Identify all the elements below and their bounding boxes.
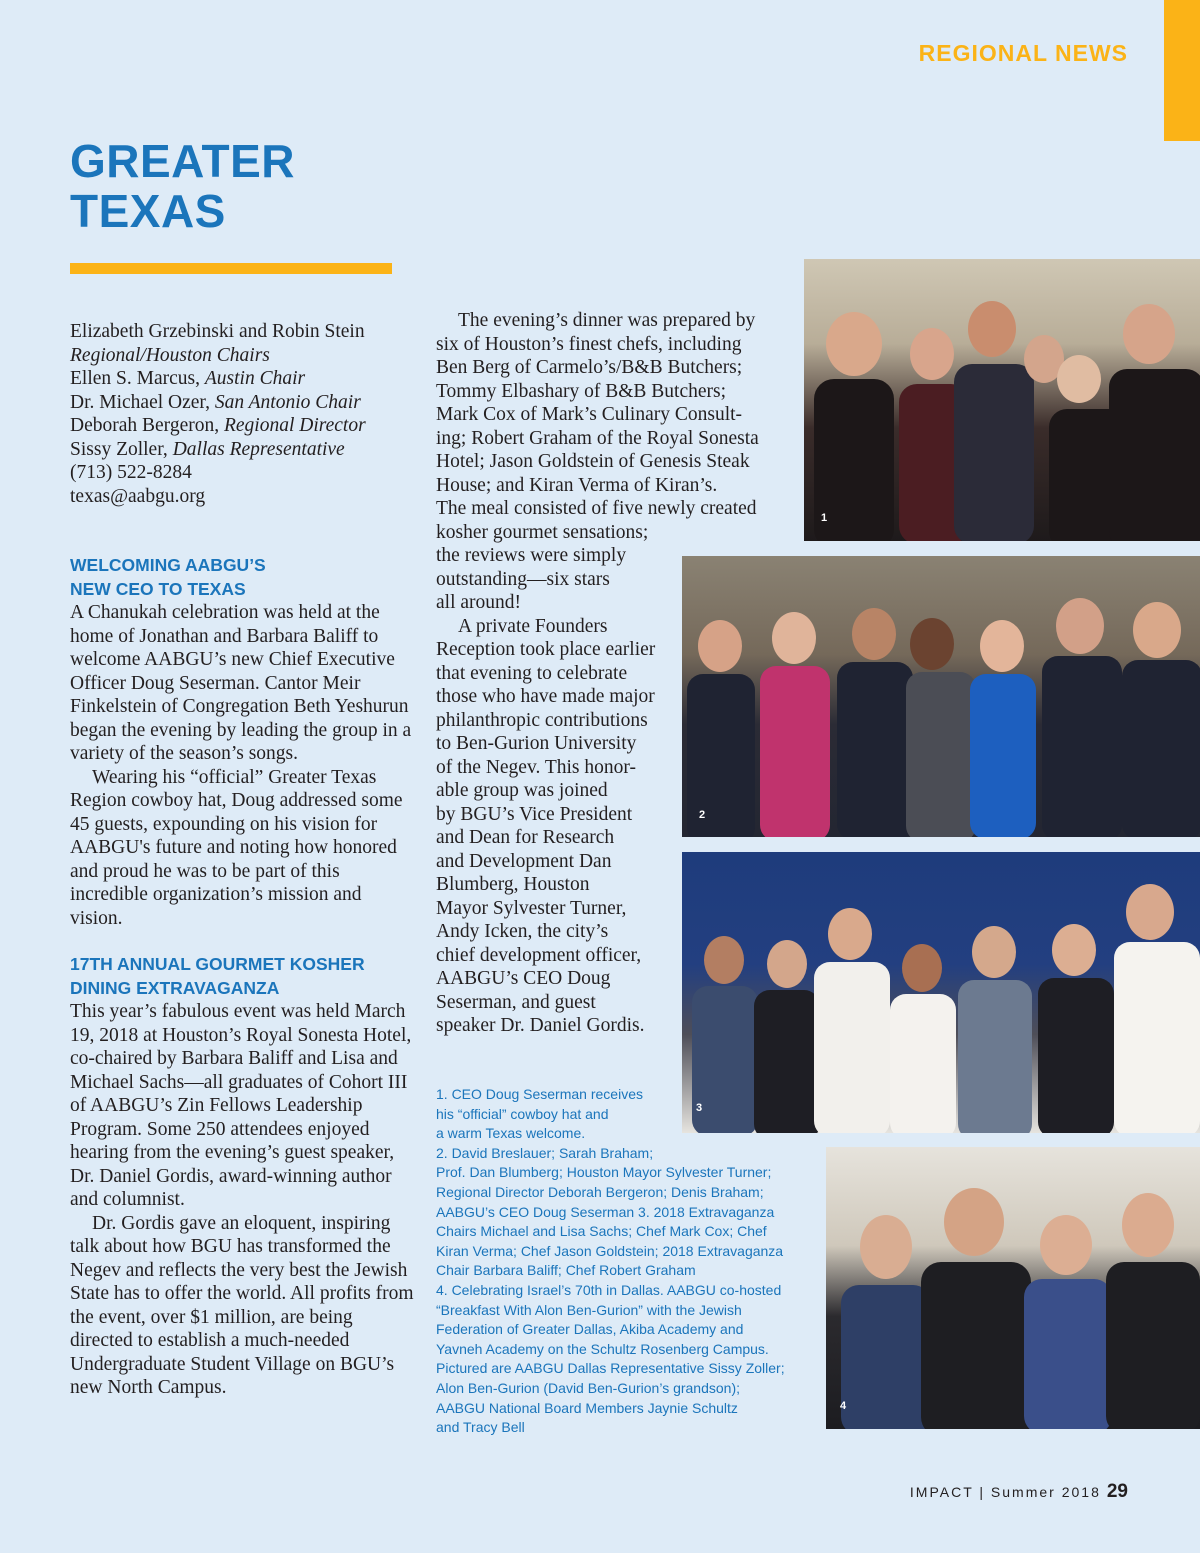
photo-number: 2: [699, 809, 706, 821]
caption-line: and Tracy Bell: [436, 1419, 525, 1436]
caption-line: AABGU’s CEO Doug Seserman 3. 2018 Extravaganza: [436, 1203, 775, 1220]
text-line: House; and Kiran Verma of Kiran’s.: [436, 474, 718, 496]
photo-captions: [436, 1085, 785, 1438]
caption-line: Regional Director Deborah Bergeron; Denis Braham;: [436, 1183, 764, 1200]
text-line: the reviews were simply: [436, 545, 627, 566]
contact-line: Sissy Zoller, Dallas Representative: [70, 438, 345, 460]
body-paragraph: Wearing his “official” Greater Texas Region cowboy hat, Doug addressed some 45 guests, expounding on his vision for AABGU's future and noting how honored and proud he was to be part of this incredible organization’s mission and vision.: [70, 766, 403, 929]
caption-line: “Breakfast With Alon Ben-Gurion” with the Jewish: [436, 1301, 742, 1318]
text-line: and Dean for Research: [436, 827, 615, 848]
caption-line: 4. Celebrating Israel’s 70th in Dallas. AABGU co-hosted: [436, 1281, 782, 1298]
page-title: [70, 136, 295, 236]
column-1: [70, 320, 415, 1400]
people-silhouettes-icon: [804, 259, 1200, 541]
text-line: Hotel; Jason Goldstein of Genesis Steak: [436, 451, 750, 472]
text-line: The evening’s dinner was prepared by: [458, 310, 756, 331]
publication-name: IMPACT | Summer 2018: [909, 1484, 1101, 1500]
text-line: and Development Dan: [436, 850, 612, 872]
photo-number: 3: [696, 1102, 703, 1114]
caption-line: Chair Barbara Baliff; Chef Robert Graham: [436, 1262, 696, 1279]
section-label: REGIONAL NEWS: [918, 40, 1128, 66]
caption-line: Kiran Verma; Chef Jason Goldstein; 2018 Extravaganza: [436, 1242, 784, 1259]
text-line: those who have made major: [436, 686, 655, 707]
contact-line: Dr. Michael Ozer, San Antonio Chair: [70, 391, 361, 413]
contact-email: texas@aabgu.org: [70, 485, 206, 507]
text-line: Reception took place earlier: [436, 639, 656, 660]
text-line: AABGU’s CEO Doug: [436, 968, 611, 989]
contact-line: Elizabeth Grzebinski and Robin Stein: [70, 321, 365, 342]
section-heading: 17TH ANNUAL GOURMET KOSHER DINING EXTRAVAGANZA: [70, 954, 365, 998]
caption-line: 1. CEO Doug Seserman receives: [436, 1086, 643, 1102]
contact-line: Deborah Bergeron, Regional Director: [70, 415, 366, 436]
text-line: by BGU’s Vice President: [436, 803, 633, 825]
text-line: Ben Berg of Carmelo’s/B&B Butchers;: [436, 357, 743, 378]
title-line-1: GREATER: [70, 135, 295, 187]
text-line: six of Houston’s finest chefs, including: [436, 333, 742, 355]
page-footer: [910, 1481, 1128, 1503]
text-line: all around!: [436, 592, 522, 613]
body-paragraph: This year’s fabulous event was held March 19, 2018 at Houston’s Royal Sonesta Hotel, co-chaired by Barbara Baliff and Lisa and Michael Sachs—all graduates of Cohort III of AABGU’s Zin Fellows Leadership Program. Some 250 attendees enjoyed hearing from the evening’s guest speaker, Dr. Daniel Gordis, award-winning author and columnist.: [70, 1001, 412, 1210]
text-line: Andy Icken, the city’s: [436, 921, 609, 942]
contact-list: [70, 320, 415, 508]
contact-phone: (713) 522-8284: [70, 462, 192, 483]
photo-number: 4: [840, 1400, 847, 1412]
text-line: ing; Robert Graham of the Royal Sonesta: [436, 427, 759, 449]
body-paragraph: Dr. Gordis gave an eloquent, inspiring talk about how BGU has transformed the Negev and reflects the very best the Jewish State has to offer the world. All profits from the event, over $1 million, are being directed to establish a much-needed Undergraduate Student Village on BGU’s new North Campus.: [70, 1212, 414, 1398]
caption-line: Yavneh Academy on the Schultz Rosenberg Campus.: [436, 1340, 769, 1357]
caption-line: AABGU National Board Members Jaynie Schultz: [436, 1399, 738, 1416]
section-heading: WELCOMING AABGU’S NEW CEO TO TEXAS: [70, 555, 266, 599]
page-number: 29: [1106, 1481, 1128, 1502]
text-line: Blumberg, Houston: [436, 874, 590, 895]
caption-line: Federation of Greater Dallas, Akiba Academy and: [436, 1321, 744, 1338]
people-silhouettes-icon: [826, 1147, 1200, 1429]
text-line: of the Negev. This honor-: [436, 756, 636, 778]
photo-2: [682, 556, 1200, 837]
text-line: speaker Dr. Daniel Gordis.: [436, 1015, 645, 1036]
caption-line: 2. David Breslauer; Sarah Braham;: [436, 1144, 654, 1161]
text-line: able group was joined: [436, 780, 608, 801]
caption-line: a warm Texas welcome.: [436, 1125, 586, 1142]
title-rule: [70, 263, 392, 274]
caption-line: Alon Ben-Gurion (David Ben-Gurion’s grandson);: [436, 1379, 741, 1396]
photo-number: 1: [821, 512, 828, 524]
photo-4: [826, 1147, 1200, 1429]
text-line: to Ben-Gurion University: [436, 733, 637, 754]
body-paragraph: A Chanukah celebration was held at the home of Jonathan and Barbara Baliff to welcome AABGU’s new Chief Executive Officer Doug Seserman. Cantor Meir Finkelstein of Congregation Beth Yeshurun began the evening by leading the group in a variety of the season’s songs.: [70, 602, 412, 764]
text-line: Seserman, and guest: [436, 991, 596, 1013]
text-line: Mayor Sylvester Turner,: [436, 897, 627, 919]
text-line: outstanding—six stars: [436, 568, 610, 590]
text-line: The meal consisted of five newly created: [436, 498, 757, 519]
caption-line: Pictured are AABGU Dallas Representative Sissy Zoller;: [436, 1360, 785, 1377]
text-line: kosher gourmet sensations;: [436, 521, 649, 543]
contact-line: Ellen S. Marcus, Austin Chair: [70, 368, 306, 389]
text-line: that evening to celebrate: [436, 662, 628, 684]
text-line: Mark Cox of Mark’s Culinary Consult-: [436, 404, 743, 425]
caption-line: Prof. Dan Blumberg; Houston Mayor Sylvester Turner;: [436, 1164, 772, 1181]
text-line: philanthropic contributions: [436, 709, 648, 731]
people-silhouettes-icon: [682, 556, 1200, 837]
contact-line: Regional/Houston Chairs: [70, 344, 270, 366]
text-line: chief development officer,: [436, 944, 642, 966]
title-line-2: TEXAS: [70, 185, 226, 237]
text-line: Tommy Elbashary of B&B Butchers;: [436, 380, 727, 402]
text-line: A private Founders: [458, 615, 608, 637]
section-tab: [1164, 0, 1200, 141]
photo-1: [804, 259, 1200, 541]
caption-line: his “official” cowboy hat and: [436, 1105, 609, 1122]
caption-line: Chairs Michael and Lisa Sachs; Chef Mark Cox; Chef: [436, 1223, 767, 1240]
